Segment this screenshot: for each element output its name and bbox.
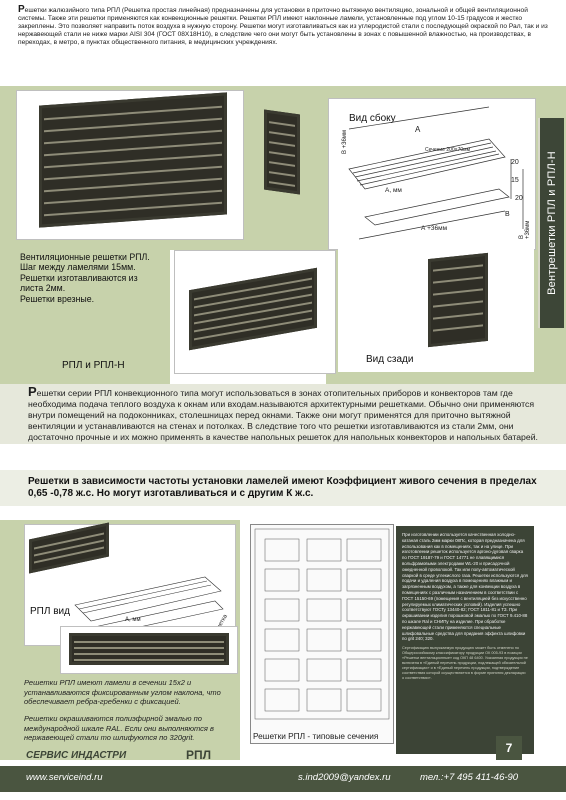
grille-flat-image [69, 633, 229, 665]
dim-b36-right: В +36мм [519, 220, 531, 239]
paint-paragraph: Решетки окрашиваются полиэфирной эмалью по международной шкале RAL. Если они выполняются в нержавеющей стали то шлифуются по 320grit. [24, 714, 214, 742]
specs-box [396, 526, 534, 754]
descr-line: Решетки врезные. [20, 293, 95, 304]
lamel-paragraph: Решетки РПЛ имеют ламели в сечении 15х2 и устанавливаются фиксированным углом наклона, что обеспечивает ребра-гребенки с фиксацией. [24, 678, 221, 706]
dim-b36-left: В +36мм [342, 129, 349, 155]
dim-a-top: А [415, 125, 421, 134]
email-link[interactable]: s.ind2009@yandex.ru [298, 772, 391, 783]
photo-grille-front [16, 90, 244, 240]
dim-a-mm: А, мм [385, 187, 402, 194]
rpl-vid-label: РПЛ вид [30, 606, 70, 617]
drawing-side-view [328, 98, 536, 250]
coef-paragraph: Решетки в зависимости частоты установки ламелей имеют Коэффициент живого сечения в пределах 0,65 -0,78 ж.с. Но могут изготавливаться и с другим К ж.с. [28, 476, 537, 499]
convector-text: ешетки серии РПЛ конвекционного типа могут использоваться в зонах отопительных приборов и конвекторов там где необходима подача теплого воздуха к окнам или входам.называются архитектурными решетками. Обычно они применяются внутри помещений на подоконниках, столешницах перед окнами. Также они могут применятся для приточно вытяжной вентиляции и устанавливаются на стенах и потолках. В следствие того что решетки изготавливаются из стали 2мм, они достаточно прочные и их можно применять в качестве напольных решеток для напольных конвекторов и напольных батарей. [28, 388, 538, 442]
phone-text: тел.:+7 495 411-46-90 [420, 772, 519, 783]
descr-line: Вентиляционные решетки РПЛ. [20, 252, 150, 262]
photo-grille-angle [174, 250, 336, 374]
grille-description [20, 252, 170, 304]
sections-caption: Решетки РПЛ - типовые сечения [253, 731, 379, 741]
dim-a36: А +36мм [421, 225, 448, 232]
convector-paragraph [28, 386, 548, 443]
dim-20-b: 20 [515, 195, 523, 202]
typical-sections-sheet [250, 524, 394, 744]
vertical-banner [538, 118, 564, 328]
side-view-label: Вид сбоку [349, 113, 396, 124]
drop-cap-2: Р [28, 384, 37, 399]
grille-image [39, 92, 227, 227]
dim-15: 15 [511, 177, 519, 184]
rpl-label: РПЛ и РПЛ-Н [62, 360, 125, 371]
website-link[interactable]: www.serviceind.ru [26, 772, 103, 783]
intro-text: ешетки жалюзийного типа РПЛ (Решетка простая линейная) предназначены для установки в приточно вытяжную вентиляцию, зональной и общей вентиляционной системы. Также эти решетки применяются как конвекционные решетки. Решетки РПЛ имеют наклонные ламели, установленные под углом 10-15 градусов и жестко закреплены. Это позволяет направить поток воздуха в нужную сторону. Решетки могут изготавливаться как из углеродистой стали с последующей окраской по Рал, так и из нержавеющей стали не ниже марки AISI 304 (ГОСТ 08Х18Н10), в следствие чего они могут быть установлены в зонах с повышенной влажностью, на производствах, в переходах, в метро, в пунктах общественного питания, в медицинских учреждениях. [18, 7, 548, 47]
intro-paragraph [18, 6, 550, 47]
vertical-banner-text: Вентрешетки РПЛ и РПЛ-Н [546, 151, 558, 295]
photo-grille-back [338, 248, 534, 372]
descr-line: листа 2мм. [20, 283, 66, 294]
drop-cap: Р [18, 4, 25, 15]
back-view-label: Вид сзади [366, 354, 414, 365]
section-note: Сечение 200×70мм [425, 147, 471, 153]
descr-line: Шаг между ламелями 15мм. [20, 262, 136, 273]
dim-a-mm-2: А, мм [125, 617, 141, 623]
photo-grille-small [248, 100, 320, 210]
photo-grille-flat [60, 626, 238, 674]
footer-bar [0, 766, 566, 792]
page-number: 7 [496, 736, 522, 760]
grille-small-image [264, 109, 300, 194]
specs-text: При изготовлении используется качественная холодно-катаная сталь 2мм марки 08Пс, которая предназначена для использования как в помещениях, так и на улице. При изготовлении решеток используется аргоно-дуговая сварка по ГОСТ 19187-79 и ГОСТ 14771 не плавящимися вольфрамовыми электродами WL-20 и присадочной омедненной проволокой. Так или полу-автоматической сваркой в среде углекислого газа. Решетки используются для подачи и удаления воздуха в помещениях влажным и загрязненным воздухом, а также для конвекции воздуха в помещениях с различным назначением в соответствии с ГОСТ 15150-69 (помещения с вентиляцией без искусственно регулируемых климатических условий). Изделия успешно соответствуют ГОСТу 13440-82; ГОСТ 1811-81 и ТЗ. При окрашивании изделия порошковой эмалью по ГОСТ 9.410-88 по шкале Ral и СНИПу на изделие. При обработке нержавеющей стали применяются специальные шлифовальные средства для придания эффекта шлифовки по grit 240; 320. [402, 532, 528, 642]
grille-angle-image [189, 268, 317, 351]
sections-svg [251, 525, 393, 731]
company-name: СЕРВИС ИНДАСТРИ [26, 750, 127, 761]
rpl-brand: РПЛ [186, 748, 212, 762]
cert-text: Сертификацию выпускаемую продукцию может быть отменено по Общероссийскому классификатору продукции ОК 005-93 в позиции «Решетки вентиляционные» код ОКП 48 6400. Указанная продукция не включена в «Единый перечень продукции, подлежащей обязательной сертификации» и в «Единый перечень продукции, подтверждение соответствия которой осуществляется в форме принятия декларации о соответствии». [402, 646, 528, 681]
descr-line: Решетки изготавливаются из [20, 272, 138, 283]
dim-b: В [505, 211, 510, 218]
dim-20-a: 20 [511, 159, 519, 166]
grille-back-image [428, 253, 488, 347]
